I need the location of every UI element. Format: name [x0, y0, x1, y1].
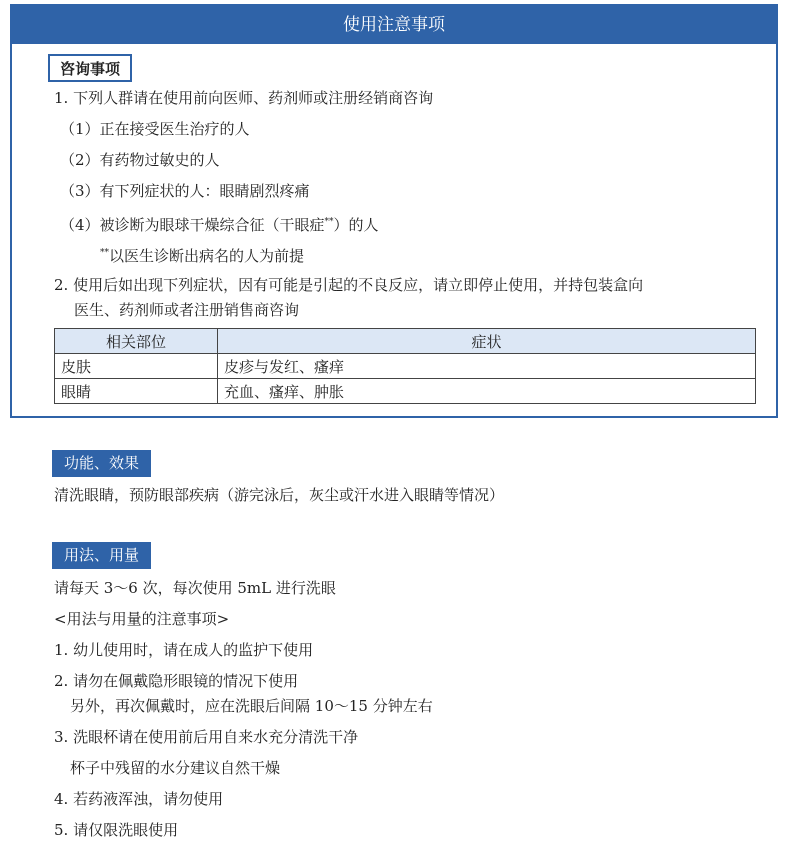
effects-label: 功能、效果	[52, 450, 151, 477]
table-cell-part: 皮肤	[55, 354, 218, 379]
consult-sub-1: （1）正在接受医生治疗的人	[60, 120, 250, 138]
footnote-text: 以医生诊断出病名的人为前提	[109, 247, 305, 265]
usage-dosage: 请每天 3～6 次，每次使用 5mL 进行洗眼	[54, 579, 336, 597]
usage-note-2a: 2. 请勿在佩戴隐形眼镜的情况下使用	[54, 672, 299, 690]
footnote-marker-2: **	[100, 248, 109, 258]
symptoms-table	[54, 328, 756, 404]
usage-notice-panel	[10, 4, 778, 418]
consult-item-2-line1: 2. 使用后如出现下列症状，因有可能是引起的不良反应，请立即停止使用，并持包装盒向	[54, 276, 644, 294]
table-header-symptom: 症状	[218, 329, 756, 354]
footnote-marker: **	[324, 217, 334, 227]
usage-note-3b: 杯子中残留的水分建议自然干燥	[70, 759, 281, 777]
table-cell-part: 眼睛	[55, 379, 218, 404]
notice-title: 使用注意事项	[12, 6, 776, 44]
table-cell-symptom: 皮疹与发红、瘙痒	[218, 354, 756, 379]
table-row	[55, 354, 756, 379]
usage-notes-title: <用法与用量的注意事项>	[54, 610, 230, 628]
table-header-row	[55, 329, 756, 354]
usage-note-5: 5. 请仅限洗眼使用	[54, 821, 179, 839]
consult-item-1: 1. 下列人群请在使用前向医师、药剂师或注册经销商咨询	[54, 89, 434, 107]
effects-text: 清洗眼睛，预防眼部疾病（游完泳后，灰尘或汗水进入眼睛等情况）	[54, 486, 505, 504]
consult-sub-4	[60, 212, 379, 235]
table-cell-symptom: 充血、瘙痒、肿胀	[218, 379, 756, 404]
usage-note-1: 1. 幼儿使用时，请在成人的监护下使用	[54, 641, 314, 659]
footnote-line	[100, 243, 304, 266]
consult-label: 咨询事项	[48, 54, 132, 82]
table-row	[55, 379, 756, 404]
table-header-part: 相关部位	[55, 329, 218, 354]
consult-item-2-line2: 医生、药剂师或者注册销售商咨询	[74, 301, 300, 319]
usage-note-4: 4. 若药液浑浊，请勿使用	[54, 790, 224, 808]
consult-sub-3: （3）有下列症状的人：眼睛剧烈疼痛	[60, 182, 310, 200]
consult-sub-4-tail: ）的人	[333, 216, 379, 234]
consult-sub-4-text: （4）被诊断为眼球干燥综合征（干眼症	[60, 216, 325, 234]
usage-label: 用法、用量	[52, 542, 151, 569]
usage-note-2b: 另外，再次佩戴时，应在洗眼后间隔 10～15 分钟左右	[70, 697, 433, 715]
usage-note-3a: 3. 洗眼杯请在使用前后用自来水充分清洗干净	[54, 728, 359, 746]
consult-sub-2: （2）有药物过敏史的人	[60, 151, 220, 169]
